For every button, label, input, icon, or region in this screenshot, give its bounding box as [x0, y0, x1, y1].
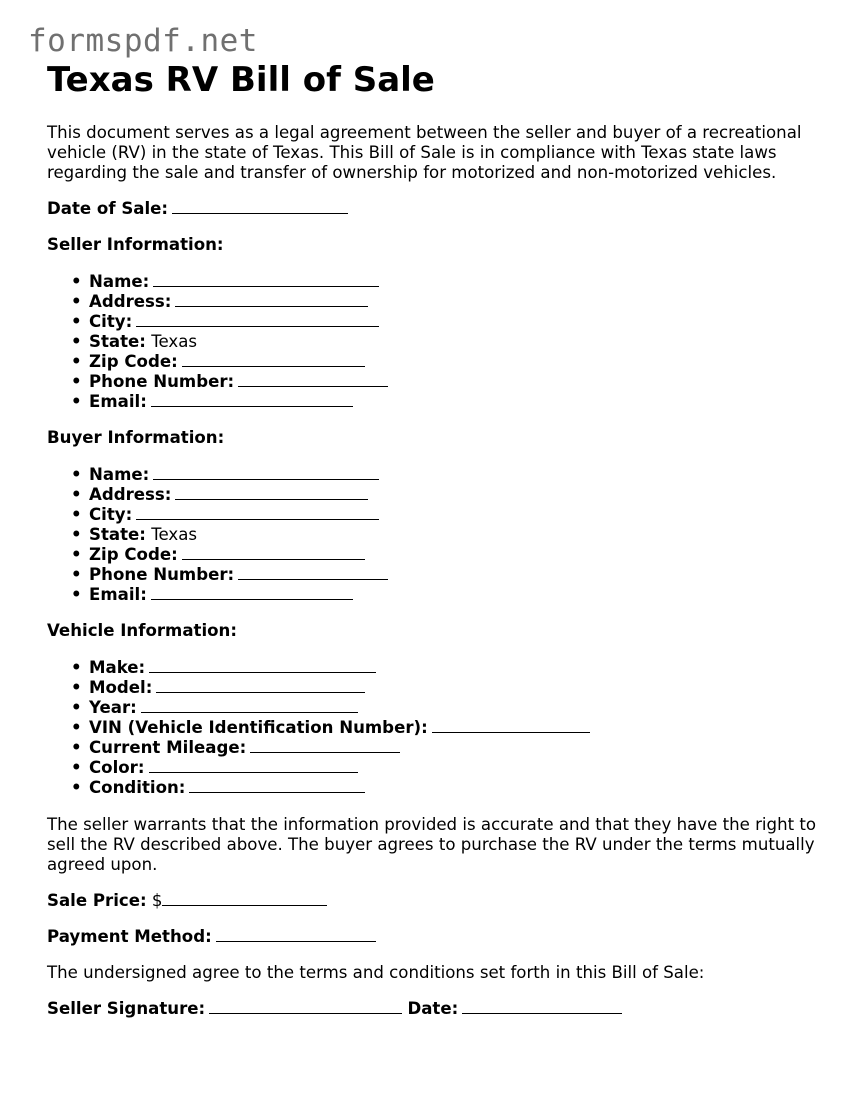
seller-zip-label: Zip Code:: [89, 352, 178, 371]
vehicle-make-field[interactable]: [149, 658, 376, 673]
list-item: [89, 525, 817, 545]
list-item: [89, 392, 817, 412]
sale-price-row: [47, 891, 817, 911]
seller-email-field[interactable]: [151, 392, 353, 407]
agreement-paragraph: The undersigned agree to the terms and conditions set forth in this Bill of Sale:: [47, 963, 705, 982]
vehicle-make-label: Make:: [89, 658, 146, 677]
seller-city-label: City:: [89, 312, 133, 331]
vehicle-color-field[interactable]: [149, 758, 358, 773]
seller-state-value: Texas: [151, 332, 198, 351]
buyer-phone-label: Phone Number:: [89, 565, 235, 584]
buyer-zip-label: Zip Code:: [89, 545, 178, 564]
vehicle-color-label: Color:: [89, 758, 145, 777]
seller-phone-field[interactable]: [238, 372, 388, 387]
currency-symbol: $: [151, 891, 163, 910]
vehicle-list: [47, 658, 817, 798]
buyer-city-label: City:: [89, 505, 133, 524]
seller-address-field[interactable]: [175, 292, 368, 307]
list-item: [89, 698, 817, 718]
buyer-email-label: Email:: [89, 585, 147, 604]
seller-heading: Seller Information:: [47, 235, 224, 254]
date-of-sale-label: Date of Sale:: [47, 199, 169, 218]
sale-price-field[interactable]: [162, 891, 327, 906]
seller-signature-field[interactable]: [209, 999, 402, 1014]
vehicle-condition-label: Condition:: [89, 778, 186, 797]
watermark: formspdf.net: [28, 23, 258, 59]
vehicle-heading: Vehicle Information:: [47, 621, 237, 640]
list-item: [89, 352, 817, 372]
vehicle-year-label: Year:: [89, 698, 137, 717]
buyer-phone-field[interactable]: [238, 565, 388, 580]
list-item: [89, 545, 817, 565]
buyer-zip-field[interactable]: [182, 545, 365, 560]
list-item: [89, 565, 817, 585]
list-item: [89, 718, 817, 738]
payment-method-label: Payment Method:: [47, 927, 212, 946]
vehicle-year-field[interactable]: [141, 698, 358, 713]
seller-city-field[interactable]: [136, 312, 379, 327]
list-item: [89, 372, 817, 392]
vehicle-vin-field[interactable]: [432, 718, 590, 733]
seller-address-label: Address:: [89, 292, 172, 311]
seller-phone-label: Phone Number:: [89, 372, 235, 391]
buyer-email-field[interactable]: [151, 585, 353, 600]
list-item: [89, 312, 817, 332]
payment-method-row: [47, 927, 817, 947]
list-item: [89, 678, 817, 698]
buyer-state-label: State:: [89, 525, 146, 544]
list-item: [89, 485, 817, 505]
seller-state-label: State:: [89, 332, 146, 351]
sale-price-label: Sale Price:: [47, 891, 147, 910]
buyer-heading: Buyer Information:: [47, 428, 225, 447]
buyer-address-field[interactable]: [175, 485, 368, 500]
seller-signature-row: [47, 999, 817, 1019]
list-item: [89, 332, 817, 352]
seller-zip-field[interactable]: [182, 352, 365, 367]
signature-date-label: Date:: [407, 999, 459, 1018]
page-title: Texas RV Bill of Sale: [47, 60, 435, 100]
vehicle-mileage-field[interactable]: [250, 738, 400, 753]
buyer-list: [47, 465, 817, 605]
intro-paragraph: This document serves as a legal agreement between the seller and buyer of a recreational vehicle (RV) in the state of Texas. This Bill of Sale is in compliance with Texas state laws regarding the sale and transfer of ownership for motorized and non-motorized vehicles.: [47, 123, 802, 182]
signature-date-field[interactable]: [462, 999, 622, 1014]
buyer-name-label: Name:: [89, 465, 150, 484]
document: [47, 60, 817, 1019]
seller-email-label: Email:: [89, 392, 147, 411]
vehicle-model-field[interactable]: [156, 678, 365, 693]
vehicle-model-label: Model:: [89, 678, 153, 697]
vehicle-mileage-label: Current Mileage:: [89, 738, 247, 757]
vehicle-vin-label: VIN (Vehicle Identification Number):: [89, 718, 428, 737]
buyer-address-label: Address:: [89, 485, 172, 504]
buyer-name-field[interactable]: [153, 465, 379, 480]
list-item: [89, 292, 817, 312]
date-of-sale-field[interactable]: [172, 199, 348, 214]
seller-signature-label: Seller Signature:: [47, 999, 206, 1018]
list-item: [89, 272, 817, 292]
list-item: [89, 658, 817, 678]
list-item: [89, 738, 817, 758]
seller-list: [47, 272, 817, 412]
buyer-state-value: Texas: [151, 525, 198, 544]
list-item: [89, 778, 817, 798]
seller-name-field[interactable]: [153, 272, 379, 287]
list-item: [89, 585, 817, 605]
list-item: [89, 465, 817, 485]
seller-name-label: Name:: [89, 272, 150, 291]
vehicle-condition-field[interactable]: [189, 778, 365, 793]
warranty-paragraph: The seller warrants that the information provided is accurate and that they have the right to sell the RV described above. The buyer agrees to purchase the RV under the terms mutually agreed upon.: [47, 815, 817, 874]
date-of-sale-row: [47, 199, 817, 219]
buyer-city-field[interactable]: [136, 505, 379, 520]
list-item: [89, 505, 817, 525]
payment-method-field[interactable]: [216, 927, 376, 942]
list-item: [89, 758, 817, 778]
